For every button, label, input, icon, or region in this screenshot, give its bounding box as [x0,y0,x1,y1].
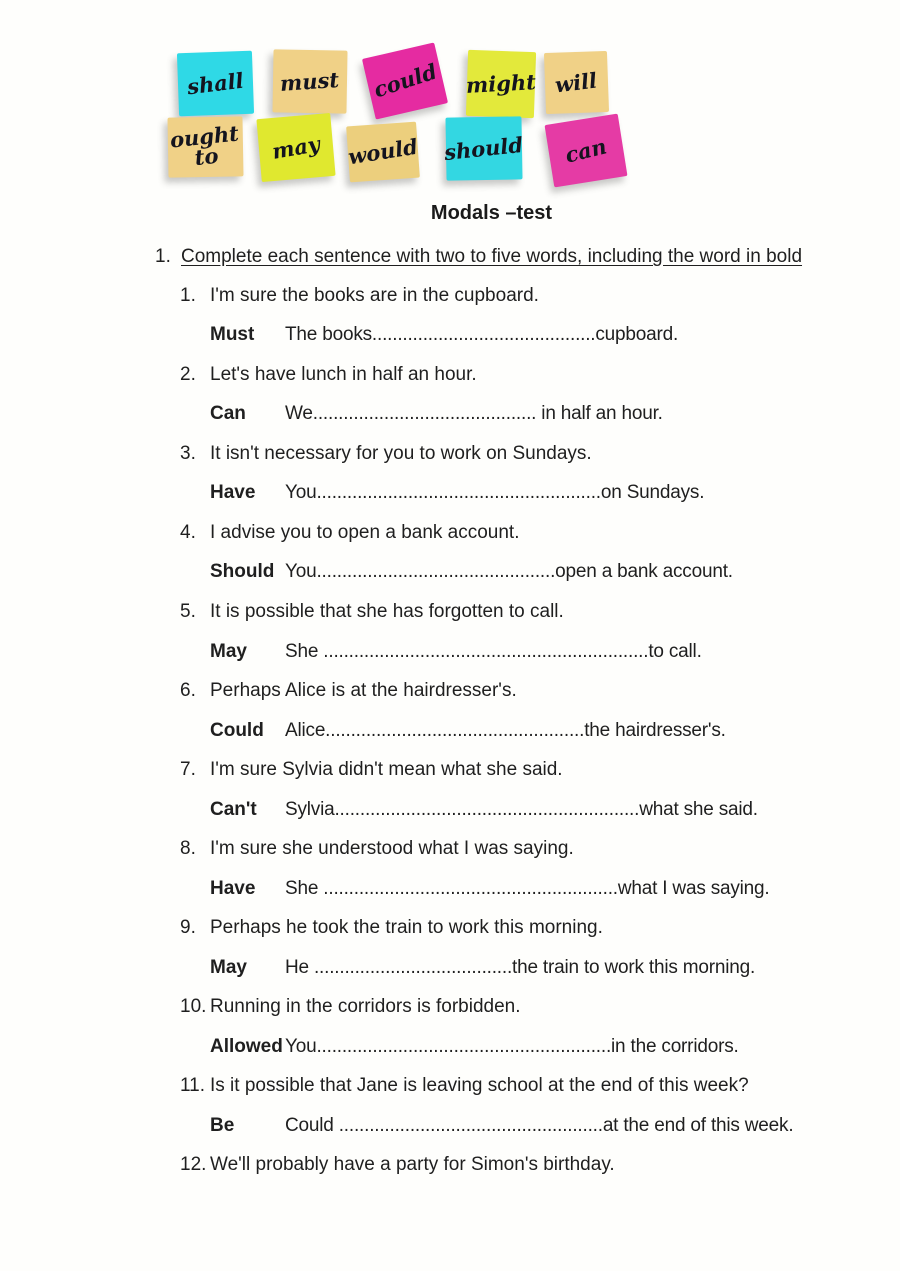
item-sentence [0,750,900,790]
item-sentence [0,988,900,1028]
sticky-note-label: should [443,131,525,165]
item-answer [0,790,900,830]
item-answer-blank: Alice...................................................the hairdresser's. [285,719,726,741]
sticky-note-label: could [370,58,440,103]
item-sentence-text: I'm sure she understood what I was saying. [210,838,574,860]
sticky-note-may [256,113,335,182]
item-sentence-text: I advise you to open a bank account. [210,521,520,543]
item-sentence [0,1146,900,1186]
item-answer-blank: Sylvia............................................................what she said. [285,798,758,820]
item-answer-blank: She ................................................................to call. [285,640,702,662]
item-answer [0,316,900,356]
exercise-item [0,355,900,434]
item-sentence [0,513,900,553]
item-sentence-text: I'm sure the books are in the cupboard. [210,284,539,306]
item-sentence-text: Perhaps Alice is at the hairdresser's. [210,680,517,702]
item-keyword: Could [210,719,264,741]
sticky-note-label: will [554,67,599,98]
item-sentence [0,434,900,474]
item-sentence [0,1067,900,1107]
item-keyword: Be [210,1114,235,1136]
item-keyword: Can [210,403,246,425]
exercise-item [0,671,900,750]
item-answer [0,553,900,593]
sticky-note-ought-to [167,116,243,177]
item-sentence-text: Perhaps he took the train to work this morning. [210,917,603,939]
item-number: 3. [180,442,196,464]
item-number: 4. [180,521,196,543]
item-keyword: Have [210,877,256,899]
item-keyword: Must [210,324,255,346]
item-number: 9. [180,917,196,939]
item-number: 11. [180,1075,206,1097]
item-answer-blank: We............................................ in half an hour. [285,403,663,425]
item-answer [0,395,900,435]
item-keyword: Allowed [210,1035,283,1057]
sticky-note-label: might [465,69,537,98]
item-sentence-text: It is possible that she has forgotten to call. [210,601,564,623]
worksheet-title: Modals –test [430,202,553,224]
exercise-item [0,988,900,1067]
item-number: 2. [180,363,196,385]
item-sentence-text: Running in the corridors is forbidden. [210,996,521,1018]
item-answer [0,632,900,672]
sticky-note-can [545,114,628,188]
item-keyword: Should [210,561,275,583]
item-sentence [0,355,900,395]
exercise-items [0,276,900,1185]
sticky-note-label: shall [185,67,246,99]
item-sentence-text: Is it possible that Jane is leaving school at the end of this week? [210,1075,749,1097]
item-number: 6. [180,680,196,702]
exercise-item [0,750,900,829]
instruction-text: Complete each sentence with two to five words, including the word in bold [181,246,803,267]
item-keyword: Can't [210,798,257,820]
item-keyword: Have [210,482,256,504]
sticky-note-should [443,116,525,180]
item-sentence [0,276,900,316]
exercise-number: 1. [155,246,171,267]
exercise-instruction [155,242,802,272]
item-number: 8. [180,838,196,860]
sticky-note-would [346,122,420,183]
exercise-item [0,434,900,513]
sticky-note-label: may [270,130,322,164]
item-answer [0,711,900,751]
exercise-item [0,513,900,592]
sticky-note-must [272,49,347,113]
sticky-note-label: would [346,133,420,170]
item-answer-blank: You..........................................................in the corridors. [285,1035,739,1057]
item-number: 5. [180,601,196,623]
item-answer-blank: You........................................................on Sundays. [285,482,705,504]
item-number: 7. [180,759,196,781]
item-keyword: May [210,956,247,978]
sticky-notes-banner [0,0,900,200]
sticky-note-label: can [562,132,610,168]
item-number: 10. [180,996,207,1018]
sticky-note-label: ought to [168,120,240,171]
item-answer-blank: He .......................................the train to work this morning. [285,956,756,978]
exercise-item [0,1067,900,1146]
exercise-item [0,592,900,671]
item-sentence-text: I'm sure Sylvia didn't mean what she said. [210,759,563,781]
item-answer [0,474,900,514]
sticky-note-might [466,50,536,118]
item-answer [0,1027,900,1067]
item-sentence-text: It isn't necessary for you to work on Sundays. [210,442,592,464]
item-sentence [0,671,900,711]
item-answer [0,869,900,909]
item-answer-blank: The books............................................cupboard. [285,324,679,346]
item-answer [0,1106,900,1146]
item-number: 1. [180,284,196,306]
sticky-note-will [544,51,609,114]
item-sentence [0,592,900,632]
item-sentence-text: We'll probably have a party for Simon's birthday. [210,1154,615,1176]
item-keyword: May [210,640,247,662]
item-answer-blank: You...............................................open a bank account. [285,561,733,583]
exercise-item [0,829,900,908]
item-answer-blank: She ..........................................................what I was saying. [285,877,770,899]
item-number: 12. [180,1154,207,1176]
item-sentence [0,909,900,949]
exercise-item [0,276,900,355]
sticky-note-could [362,42,448,119]
sticky-note-shall [177,51,254,117]
exercise-item [0,909,900,988]
exercise-item [0,1146,900,1186]
item-answer-blank: Could ....................................................at the end of this week. [285,1114,794,1136]
item-sentence-text: Let's have lunch in half an hour. [210,363,477,385]
sticky-note-label: must [279,66,341,96]
item-answer [0,948,900,988]
item-sentence [0,829,900,869]
